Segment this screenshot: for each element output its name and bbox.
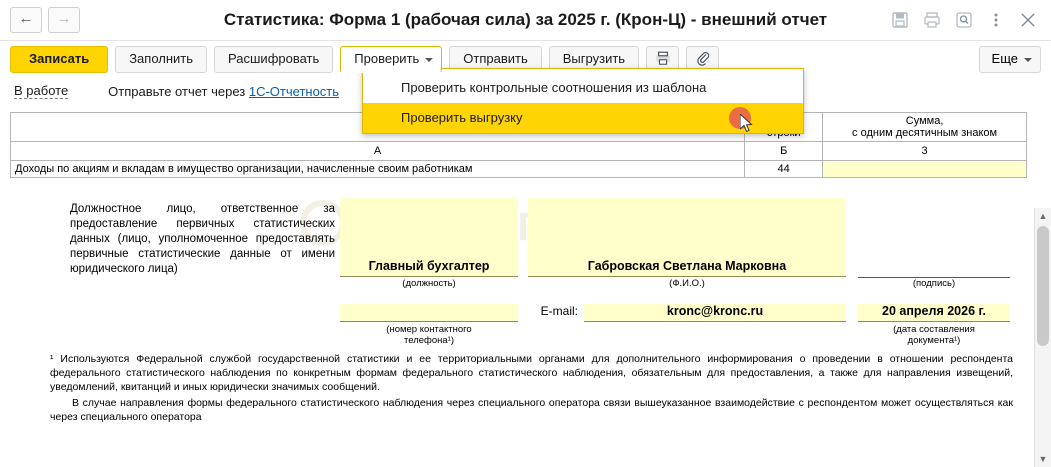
- report-document: [0, 104, 1051, 467]
- title-bar: [0, 0, 1051, 41]
- signature-block: [10, 196, 1027, 346]
- send-button[interactable]: Отправить: [449, 46, 541, 73]
- document-body: [10, 112, 1027, 426]
- send-hint-text: Отправьте отчет через: [108, 83, 246, 99]
- scrollbar-thumb[interactable]: [1037, 226, 1049, 346]
- forward-button[interactable]: →: [48, 7, 80, 33]
- footnotes: [10, 352, 1027, 424]
- date-value: 20 апреля 2026 г.: [882, 304, 986, 318]
- upload-button[interactable]: Выгрузить: [549, 46, 639, 73]
- footnote-2: В случае направления формы федерального статистического наблюдения через специального оператора связи вышеуказанное взаимодействие с респондентом может осуществляться как через специального оператора: [50, 397, 1013, 423]
- scroll-up-icon[interactable]: ▲: [1038, 211, 1048, 221]
- more-button[interactable]: [979, 46, 1041, 73]
- fio-value: Габровская Светлана Марковна: [587, 259, 787, 273]
- search-icon[interactable]: [955, 11, 973, 29]
- letter-cell-b: Б: [745, 142, 823, 161]
- back-button[interactable]: ←: [10, 7, 42, 33]
- paperclip-icon: [695, 50, 711, 69]
- header-sum-1: Сумма,: [905, 115, 944, 127]
- menu-item-check-control-ratios[interactable]: Проверить контрольные соотношения из шаблона: [401, 80, 707, 95]
- more-icon[interactable]: [987, 11, 1005, 29]
- table-row[interactable]: [11, 161, 1027, 178]
- status-badge[interactable]: В работе: [14, 83, 69, 98]
- row-name: Доходы по акциям и вкладам в имущество организации, начисленные своим работникам: [11, 161, 745, 178]
- table-letter-row: [11, 142, 1027, 161]
- chevron-down-icon: [425, 58, 433, 62]
- chevron-down-icon: [1024, 58, 1032, 62]
- record-button[interactable]: Записать: [10, 46, 108, 73]
- letter-cell-c: 3: [823, 142, 1027, 161]
- vertical-scrollbar[interactable]: [1034, 208, 1051, 467]
- fill-button[interactable]: Заполнить: [115, 46, 207, 73]
- letter-cell-a: А: [11, 142, 745, 161]
- navigation-buttons: [0, 7, 80, 33]
- email-field[interactable]: [584, 304, 846, 322]
- menu-item-check-upload[interactable]: Проверить выгрузку: [363, 103, 803, 133]
- printer-icon: [655, 50, 671, 69]
- footnote-1: ¹ Используются Федеральной службой государственной статистики и ее территориальными органами для дополнительного информирования о проведении в отношении респондента федерального статистического наблюдения по конкретным формам федерального статистического наблюдения, обязательным для предоставления, а также для направления извещений, уведомлений, квитанций и иных юридически значимых сообщений.: [50, 353, 1013, 393]
- close-icon[interactable]: [1019, 11, 1037, 29]
- decrypt-button[interactable]: Расшифровать: [214, 46, 333, 73]
- position-value: Главный бухгалтер: [368, 259, 490, 273]
- row-line-number: 44: [745, 161, 823, 178]
- check-dropdown-menu: [362, 68, 804, 134]
- phone-caption-line-2: телефона¹): [404, 335, 454, 346]
- responsible-person-text: Должностное лицо, ответственное за предоставление первичных статистических данных (лицо, уполномоченное предоставлять первичные статистические данные от имени юридического лица): [70, 203, 335, 275]
- phone-field[interactable]: [340, 304, 518, 322]
- date-caption-line-2: документа¹): [907, 335, 961, 346]
- send-hint: [108, 84, 339, 99]
- scroll-down-icon[interactable]: ▼: [1038, 454, 1048, 464]
- email-value: kronc@kronc.ru: [666, 304, 764, 318]
- header-cell-sum: [823, 113, 1027, 142]
- email-label: E-mail:: [540, 304, 578, 318]
- date-field[interactable]: [858, 304, 1010, 322]
- save-icon[interactable]: [891, 11, 909, 29]
- position-field[interactable]: [340, 198, 518, 277]
- reporting-link[interactable]: 1С-Отчетность: [248, 83, 340, 99]
- date-caption-line-1: (дата составления: [893, 324, 975, 335]
- signature-caption: (подпись): [912, 278, 956, 289]
- fio-caption: (Ф.И.О.): [669, 278, 705, 289]
- date-caption: [858, 324, 1010, 346]
- phone-caption: [340, 324, 518, 346]
- check-button-label: Проверить: [354, 50, 420, 66]
- more-button-label: Еще: [991, 50, 1018, 66]
- phone-caption-line-1: (номер контактного: [386, 324, 472, 335]
- check-button[interactable]: [340, 46, 442, 73]
- print-icon[interactable]: [923, 11, 941, 29]
- row-sum-input[interactable]: [823, 161, 1027, 178]
- fio-field[interactable]: [528, 198, 846, 277]
- window-icons: [891, 11, 1051, 29]
- page-title: Статистика: Форма 1 (рабочая сила) за 2025 г. (Крон-Ц) - внешний отчет: [223, 10, 828, 29]
- header-sum-2: с одним десятичным знаком: [852, 127, 998, 139]
- position-caption: (должность): [402, 278, 456, 289]
